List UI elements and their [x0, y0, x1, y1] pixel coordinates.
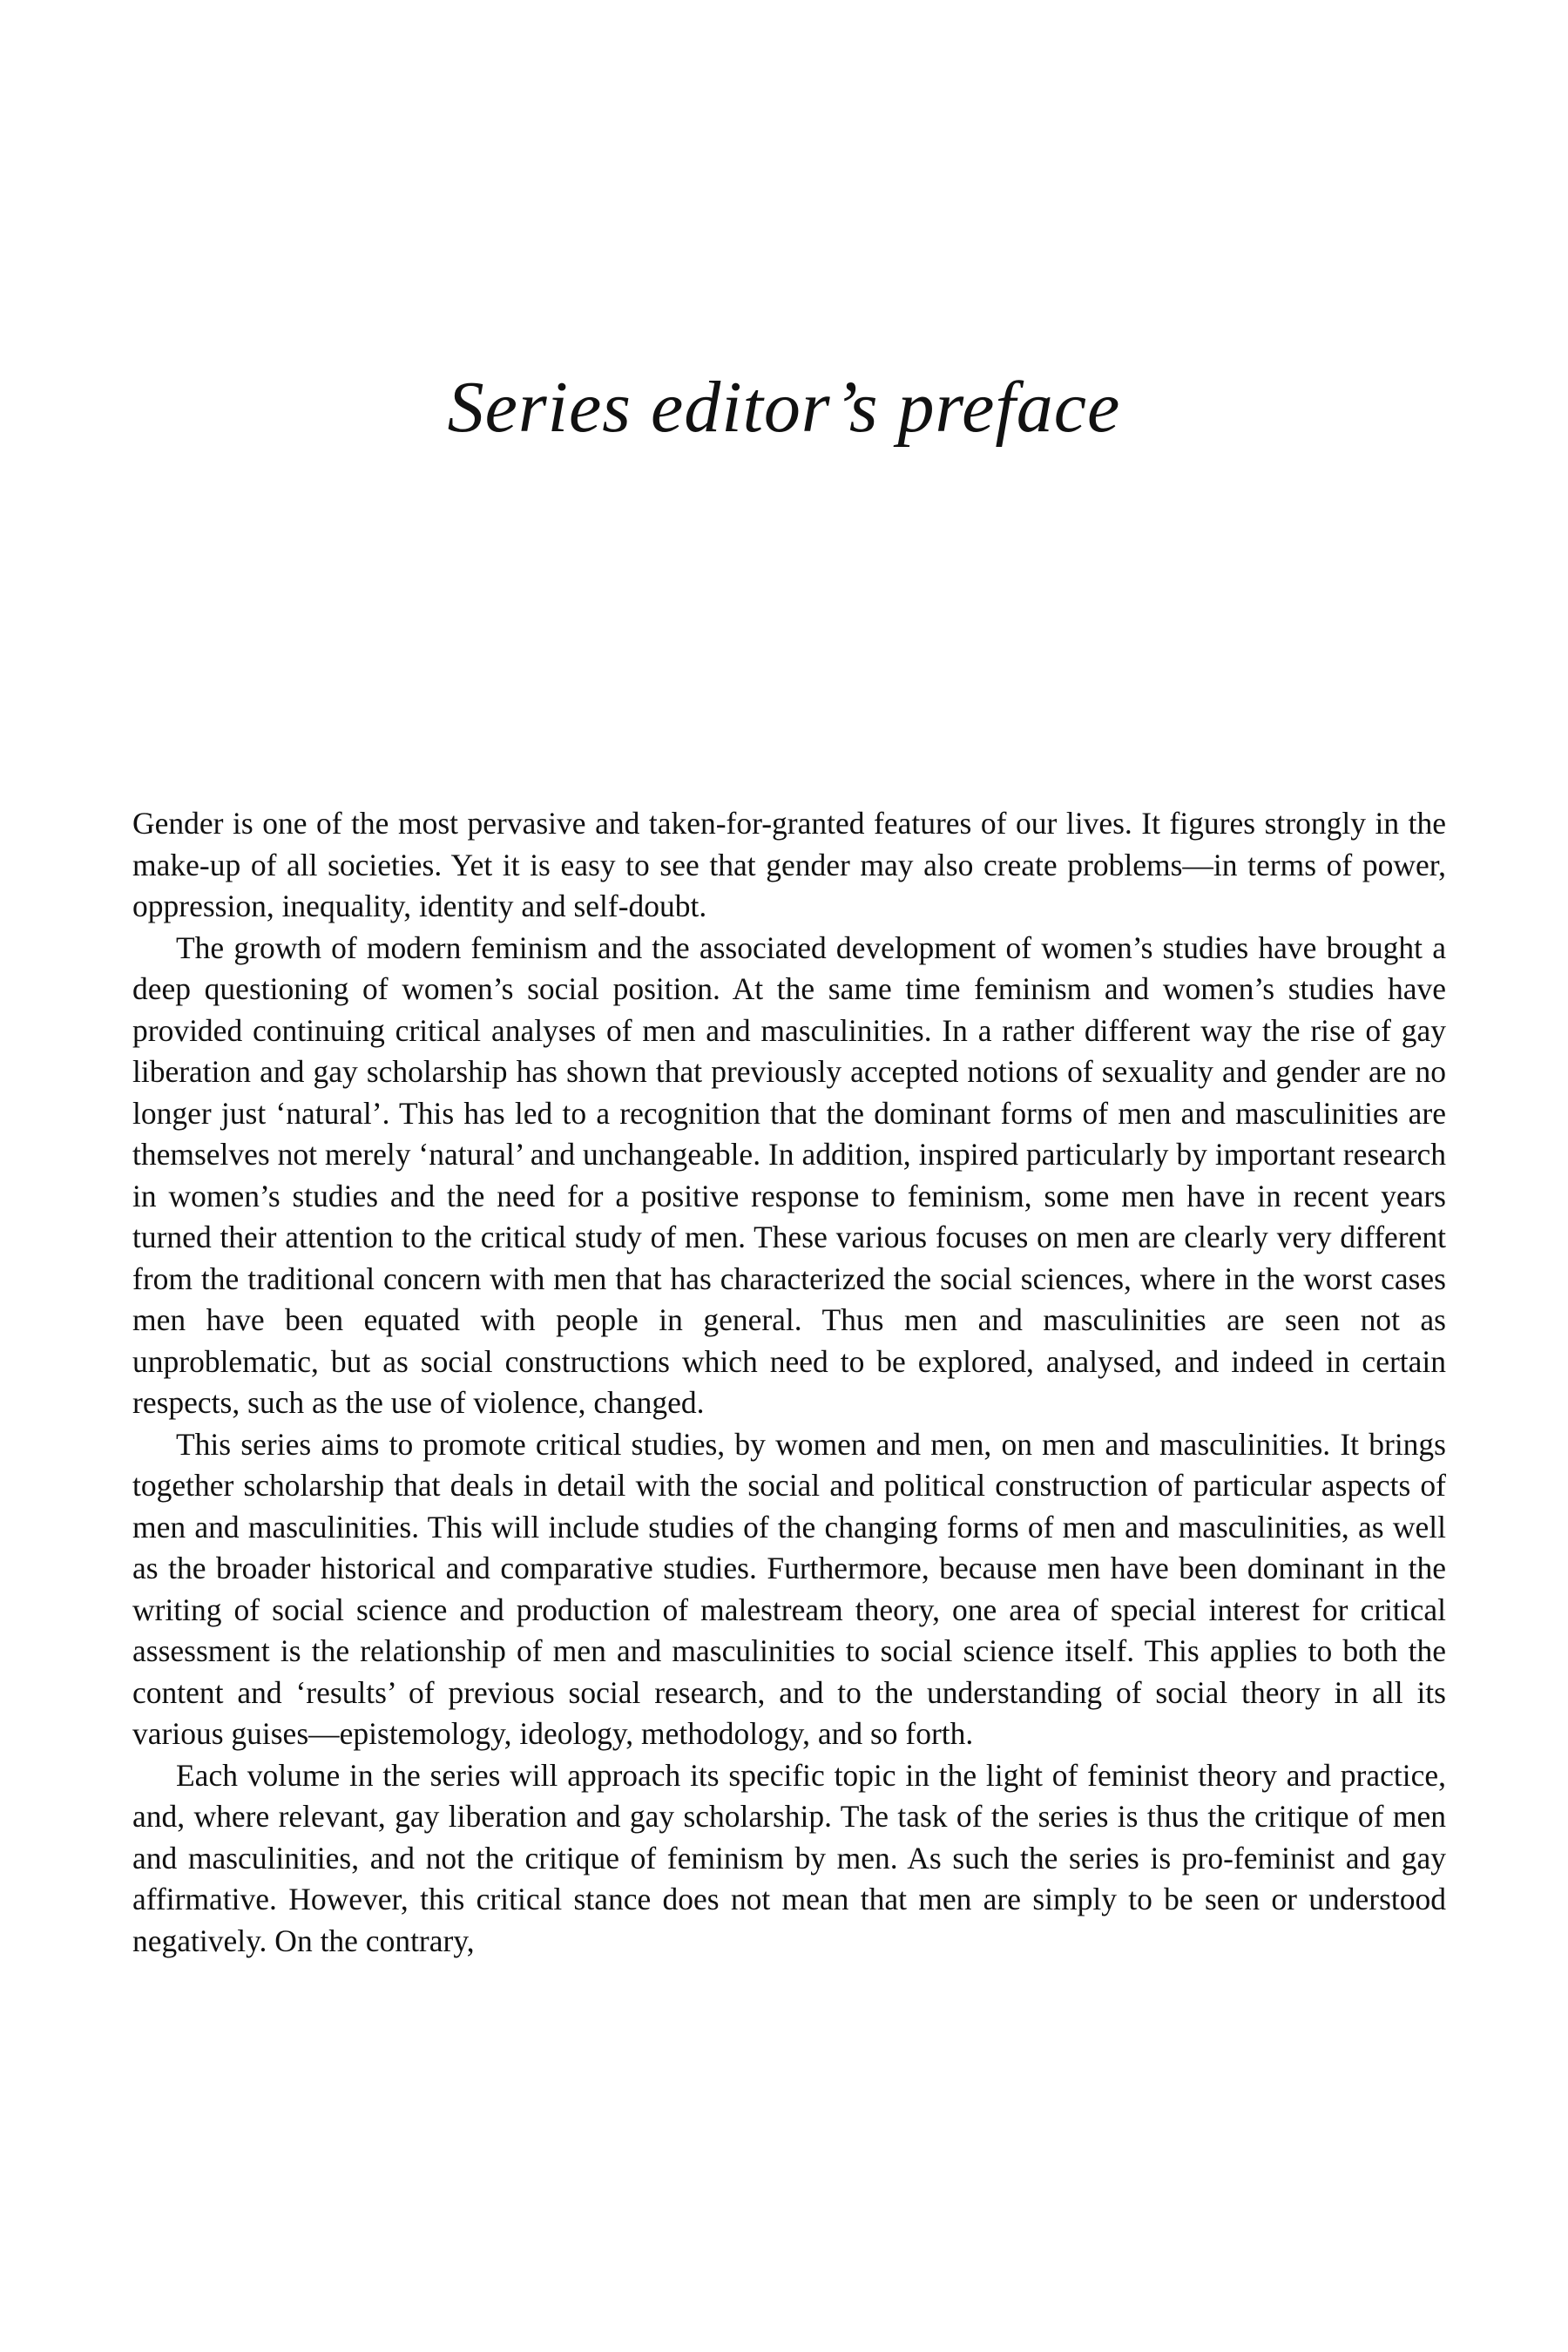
paragraph-3: This series aims to promote critical studies, by women and men, on men and masculinities. It brings together scholarship that deals in detail with the social and political construction of particular aspects of men and masculinities. This will include studies of the changing forms of men and masculinities, as well as the broader historical and comparative studies. Furthermore, because men have been dominant in the writing of social science and production of malestream theory, one area of special interest for critical assessment is the relationship of men and masculinities to social science itself. This applies to both the content and ‘results’ of previous social research, and to the understanding of social theory in all its various guises—epistemology, ideology, methodology, and so forth.: [132, 1426, 1446, 1751]
paragraph-2: The growth of modern feminism and the associated development of women’s studies have brought a deep questioning of women’s social position. At the same time feminism and women’s studies have provided continuing critical analyses of men and masculinities. In a rather different way the rise of gay liberation and gay scholarship has shown that previously accepted notions of sexuality and gender are no longer just ‘natural’. This has led to a recognition that the dominant forms of men and masculinities are themselves not merely ‘natural’ and unchangeable. In addition, inspired particularly by important research in women’s studies and the need for a positive response to feminism, some men have in recent years turned their attention to the critical study of men. These various focuses on men are clearly very different from the traditional concern with men that has characterized the social sciences, where in the worst cases men have been equated with people in general. Thus men and masculinities are seen not as unproblematic, but as social constructions which need to be explored, analysed, and indeed in certain respects, such as the use of violence, changed.: [132, 929, 1446, 1420]
page-title: Series editor’s preface: [447, 367, 1121, 448]
preface-body: [132, 803, 1446, 1962]
paragraph-4: Each volume in the series will approach its specific topic in the light of feminist theory and practice, and, where relevant, gay liberation and gay scholarship. The task of the series is thus the critique of men and masculinities, and not the critique of feminism by men. As such the series is pro-feminist and gay affirmative. However, this critical stance does not mean that men are simply to be seen or understood negatively. On the contrary,: [132, 1757, 1446, 1958]
paragraph-1: Gender is one of the most pervasive and taken-for-granted features of our lives. It figures strongly in the make-up of all societies. Yet it is easy to see that gender may also create problems—in terms of power, oppression, inequality, identity and self-doubt.: [132, 806, 1446, 923]
